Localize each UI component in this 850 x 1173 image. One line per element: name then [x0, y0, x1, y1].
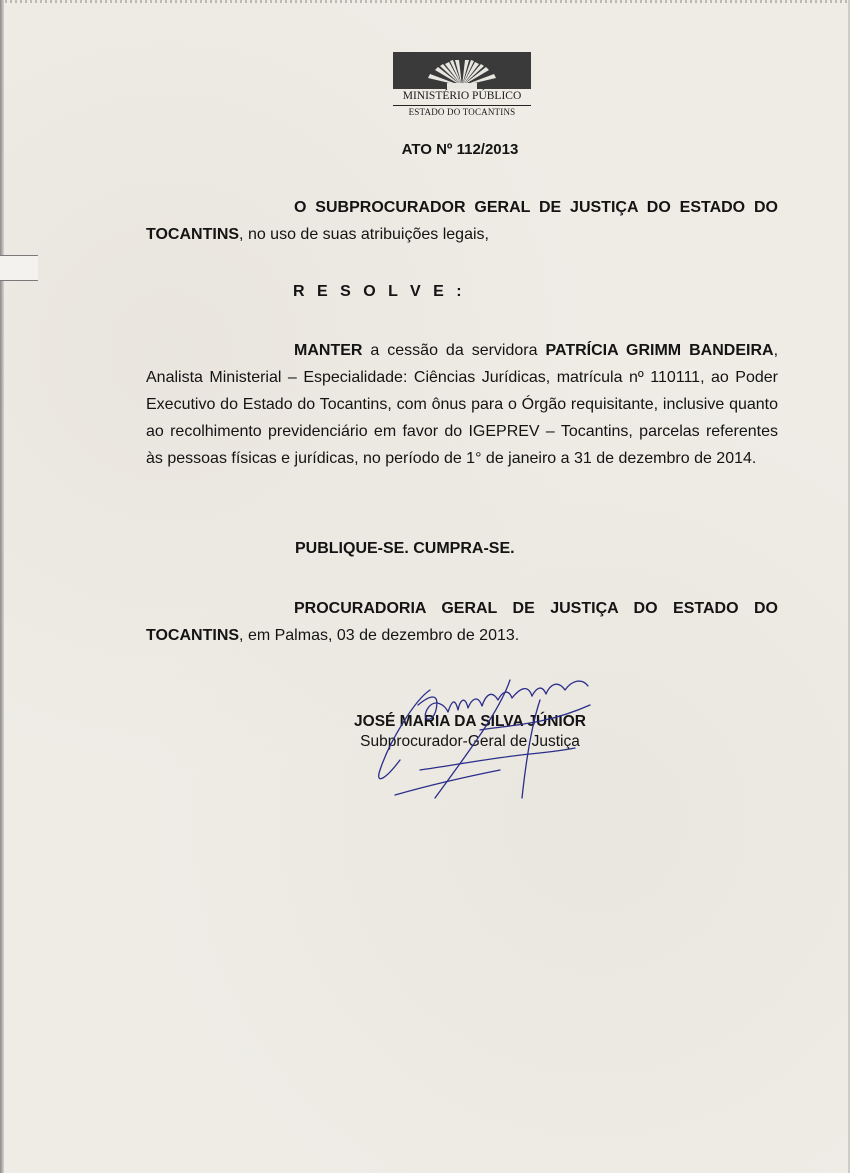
- body-text-2: , Analista Ministerial – Especialidade: Ciências Jurídicas, matrícula nº 110111, ao Poder Executivo do Estado do Tocantins, com ônus para o Órgão requisitante, inclusive quanto ao recolhimento previdenciário em favor do IGEPREV – Tocantins, parcelas referentes às pessoas físicas e jurídicas, no período de 1° de janeiro a 31 de dezembro de 2014.: [146, 342, 779, 467]
- closing-paragraph: [146, 595, 778, 649]
- servidora-name: PATRÍCIA GRIMM BANDEIRA: [545, 342, 774, 359]
- ministerio-publico-logo: [393, 52, 531, 117]
- sunburst-icon: [393, 52, 531, 89]
- closing-place: PROCURADORIA GERAL DE JUSTIÇA DO ESTADO DO TOCANTINS: [146, 600, 778, 644]
- logo-title: MINISTÉRIO PÚBLICO: [393, 91, 531, 106]
- signatory-role: Subprocurador-Geral de Justiça: [360, 733, 580, 750]
- logo-subtitle: ESTADO DO TOCANTINS: [408, 106, 516, 117]
- body-verb: MANTER: [294, 342, 363, 359]
- scan-margin-tab: [0, 255, 38, 281]
- signatory-name: JOSÉ MARIA DA SILVA JÚNIOR: [354, 713, 586, 730]
- handwritten-signature: [360, 670, 600, 805]
- scan-left-edge: [0, 0, 4, 1173]
- act-title: ATO Nº 112/2013: [401, 141, 519, 158]
- intro-paragraph: [146, 194, 778, 248]
- intro-rest: , no uso de suas atribuições legais,: [239, 226, 489, 243]
- body-text-1: a cessão da servidora: [362, 342, 546, 359]
- closing-rest: , em Palmas, 03 de dezembro de 2013.: [239, 627, 520, 644]
- scan-top-edge: [0, 0, 850, 3]
- logo-emblem: [393, 52, 531, 89]
- intro-authority: O SUBPROCURADOR GERAL DE JUSTIÇA DO ESTADO DO TOCANTINS: [146, 199, 778, 243]
- resolve-heading: R E S O L V E :: [293, 283, 466, 300]
- body-paragraph: [146, 337, 778, 472]
- publique-line: PUBLIQUE-SE. CUMPRA-SE.: [295, 540, 515, 557]
